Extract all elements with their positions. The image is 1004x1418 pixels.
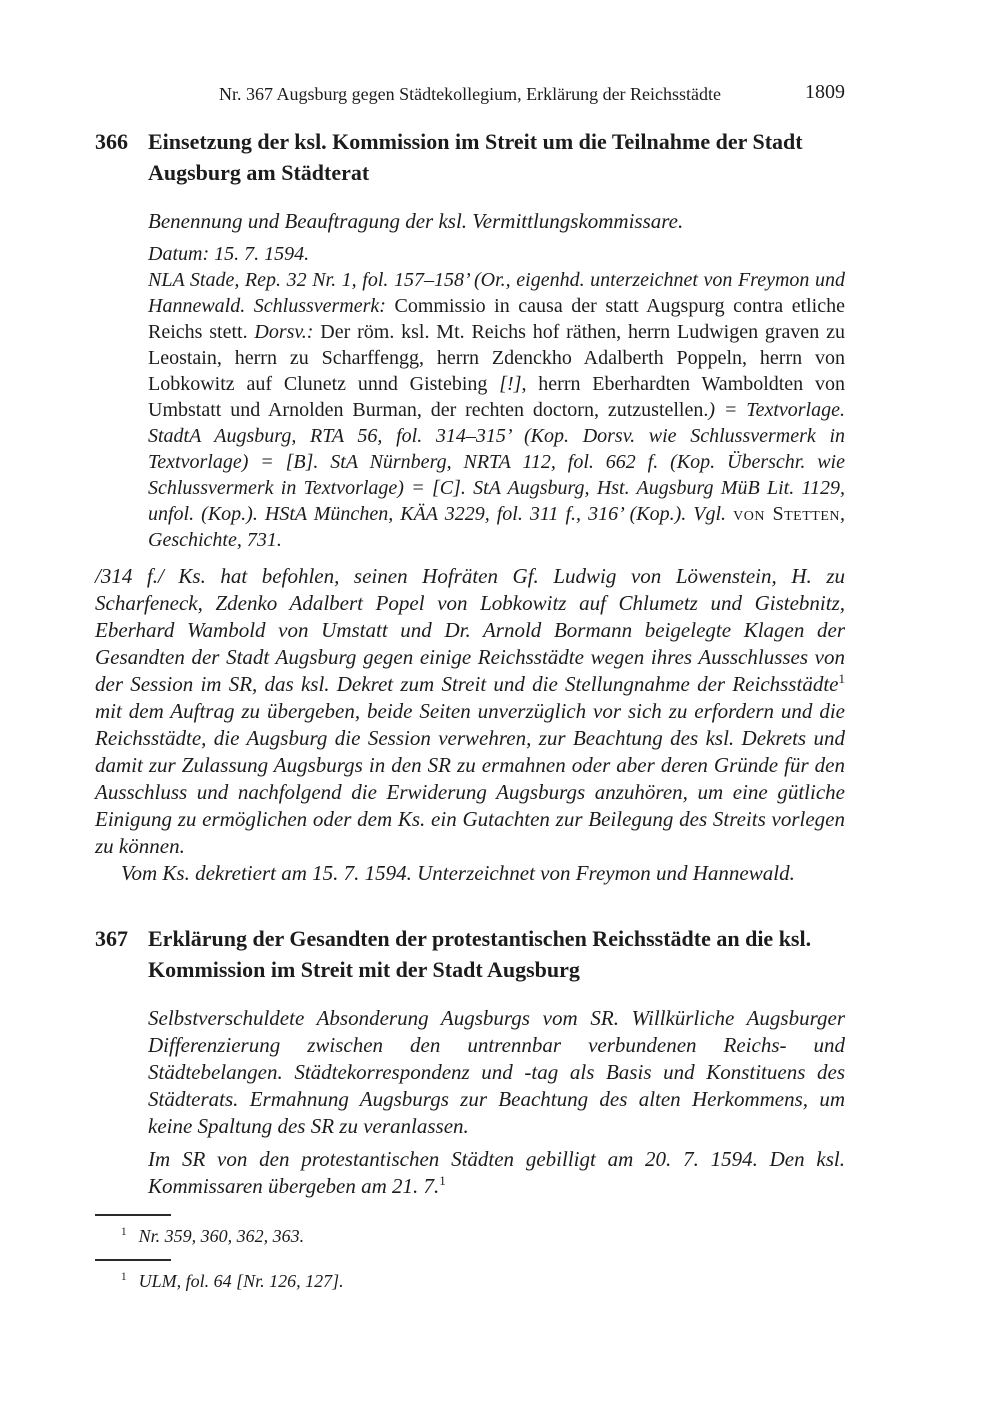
page-number: 1809 bbox=[805, 81, 845, 103]
footnote-item bbox=[95, 1225, 845, 1247]
footnote-reference-marker: 1 bbox=[439, 1173, 446, 1188]
provenance-segment-author-smallcaps: von Stetten bbox=[733, 503, 840, 525]
footnote-block bbox=[95, 1214, 845, 1247]
text-block bbox=[95, 81, 846, 1292]
provenance-segment: Der röm. ksl. Mt. Reichs hof räthen, herrn Ludwigen graven zu Leostain, herrn zu Scharffengg, herrn Zdenckho Adalberth Poppeln, herrn von Lobkowitz auf Clunetz unnd Gistebing bbox=[148, 321, 846, 395]
article-367-approval-note bbox=[148, 1146, 845, 1200]
footnote-marker: 1 bbox=[121, 1226, 127, 1238]
provenance-segment: [!] bbox=[499, 373, 522, 395]
article-366-regest bbox=[95, 563, 845, 860]
provenance-segment: , herrn Eberhardten Wamboldten von Umbstatt und Arnolden Burman, der rechten doctorn, zutzustellen. bbox=[148, 373, 846, 421]
footnote-text: ULM, fol. 64 [Nr. 126, 127]. bbox=[138, 1271, 344, 1291]
provenance-segment: ) = Textvorlage. StadtA Augsburg, RTA 56, fol. 314–315’ (Kop. Dorsv. wie Schlussvermerk in Textvorlage) = [B]. StA Nürnberg, NRTA 112, fol. 662 f. (Kop. Überschr. wie Schlussvermerk in Textvorlage) = [C]. StA Augsburg, Hst. Augsburg MüB Lit. 1129, unfol. (Kop.). HStA München, KÄA 3229, fol. 311 f., 316’ (Kop.). Vgl. bbox=[148, 399, 845, 525]
running-head-text: Nr. 367 Augsburg gegen Städtekollegium, Erklärung der Reichsstädte bbox=[218, 84, 722, 104]
footnote-rule bbox=[95, 1259, 171, 1261]
footnote-reference-marker: 1 bbox=[838, 671, 845, 686]
article-367-number: 367 bbox=[95, 926, 128, 951]
regest-text: mit dem Auftrag zu übergeben, beide Seiten unverzüglich vor sich zu erfordern und die Reichsstädte, die Augsburg die Session verwehren, zur Beachtung des ksl. Dekrets und damit zur Zulassung Augsburgs in den SR zu ermahnen oder aber deren Gründe für den Ausschluss und nachfolgend die Erwiderung Augsburgs anzuhören, um eine gütliche Einigung zu ermöglichen oder dem Ks. ein Gutachten zur Beilegung des Streits vorlegen zu können. bbox=[95, 699, 845, 858]
provenance-segment: Dorsv.: bbox=[254, 321, 321, 343]
footnote-item bbox=[95, 1270, 845, 1292]
article-366-number: 366 bbox=[95, 129, 128, 154]
article-366-provenance bbox=[148, 267, 845, 553]
footnote-marker: 1 bbox=[121, 1271, 127, 1283]
provenance-segment: , Geschichte, 731. bbox=[148, 503, 845, 551]
footnote-text: Nr. 359, 360, 362, 363. bbox=[138, 1226, 305, 1246]
footnote-rule bbox=[95, 1214, 171, 1216]
footnotes-section bbox=[95, 1214, 845, 1292]
running-header bbox=[95, 81, 845, 104]
article-366-decree-note: Vom Ks. dekretiert am 15. 7. 1594. Unterzeichnet von Freymon und Hannewald. bbox=[121, 861, 795, 885]
provenance-segment: NLA Stade, Rep. 32 Nr. 1, fol. 157–158’ (Or., eigenhd. unterzeichnet von Freymon und Hannewald. Schlussvermerk: bbox=[148, 269, 845, 317]
approval-text: Im SR von den protestantischen Städten gebilligt am 20. 7. 1594. Den ksl. Kommissaren übergeben am 21. 7. bbox=[148, 1147, 845, 1198]
article-366-heading bbox=[95, 126, 845, 188]
article-367-title: Erklärung der Gesandten der protestantischen Reichsstädte an die ksl. Kommission im Streit mit der Stadt Augsburg bbox=[148, 926, 812, 982]
provenance-segment: Commissio in causa der statt Augspurg contra etliche Reichs stett. bbox=[148, 295, 845, 343]
article-366-subject: Benennung und Beauftragung der ksl. Vermittlungskommissare. bbox=[148, 209, 684, 233]
article-366-title: Einsetzung der ksl. Kommission im Streit um die Teilnahme der Stadt Augsburg am Städterat bbox=[148, 129, 803, 185]
footnote-block bbox=[95, 1259, 845, 1292]
article-366 bbox=[95, 126, 845, 887]
article-366-date-line: Datum: 15. 7. 1594. bbox=[148, 243, 310, 265]
article-367 bbox=[95, 923, 845, 1200]
article-367-subject: Selbstverschuldete Absonderung Augsburgs vom SR. Willkürliche Augsburger Differenzierung zwischen den untrennbar verbundenen Reichs- und Städtebelangen. Städtekorrespondenz und -tag als Basis und Konstituens des Städterats. Ermahnung Augsburgs zur Beachtung des alten Herkommens, um keine Spaltung des SR zu veranlassen. bbox=[148, 1006, 845, 1138]
article-367-heading bbox=[95, 923, 845, 985]
regest-text: /314 f./ Ks. hat befohlen, seinen Hofräten Gf. Ludwig von Löwenstein, H. zu Scharfeneck, Zdenko Adalbert Popel von Lobkowitz auf Chlumetz und Gistebnitz, Eberhard Wambold von Umstatt und Dr. Arnold Bormann beigelegte Klagen der Gesandten der Stadt Augsburg gegen einige Reichsstädte wegen ihres Ausschlusses von der Session im SR, das ksl. Dekret zum Streit und die Stellungnahme der Reichsstädte bbox=[95, 564, 845, 696]
